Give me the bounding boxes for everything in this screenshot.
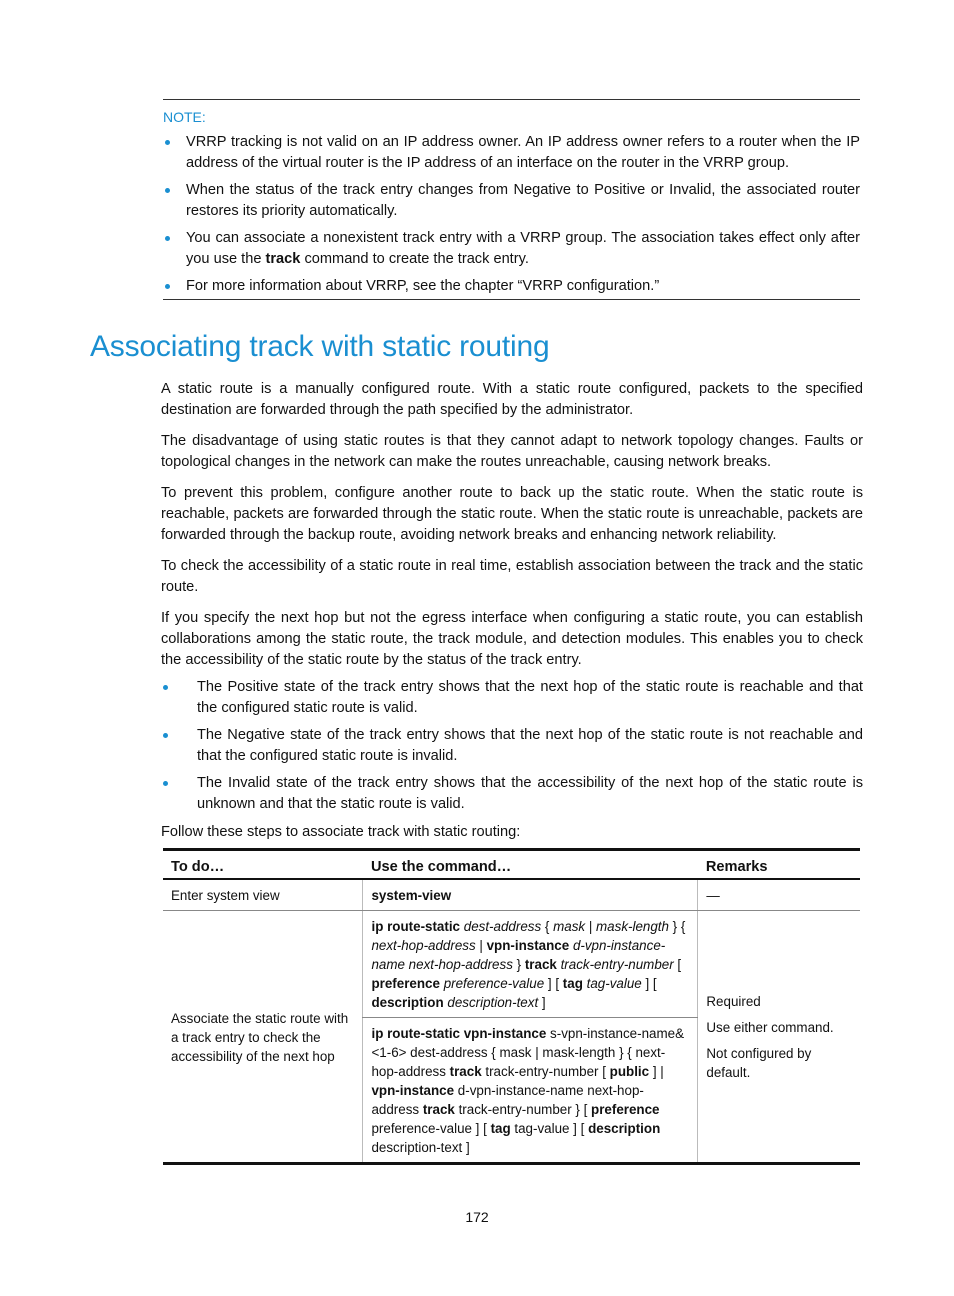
- cell-remarks: Required Use either command. Not configured by default.: [698, 911, 860, 1164]
- bullet-icon: [165, 140, 170, 145]
- bullet-icon: [163, 781, 168, 786]
- cell-todo: Associate the static route with a track entry to check the accessibility of the next hop: [163, 911, 363, 1164]
- command-keyword: tag: [562, 976, 583, 991]
- command-argument: mask: [553, 919, 586, 934]
- note-item: You can associate a nonexistent track entry with a VRRP group. The association takes effect only after you use the track command to create the track entry.: [163, 228, 860, 270]
- paragraph: To prevent this problem, configure another route to back up the static route. When the static route is reachable, packets are forwarded through the static route. When the static route is unreachable, packets are forwarded through the backup route, avoiding network breaks and enhancing network reliability.: [161, 485, 863, 543]
- command-text: |: [585, 919, 597, 934]
- command-text: } {: [668, 919, 686, 934]
- command-keyword: preference: [591, 1102, 660, 1117]
- command-argument: next-hop-address: [371, 938, 476, 953]
- command-keyword: description: [588, 1121, 661, 1136]
- bullet-icon: [165, 188, 170, 193]
- command-text: s-vpn-instance-name&<1-6> dest-address { mask | mask-length } { next-hop-address: [371, 1026, 685, 1079]
- paragraph: A static route is a manually configured route. With a static route configured, packets to the specified destination are forwarded through the path specified by the administrator.: [161, 381, 863, 418]
- command-argument: track-entry-number: [560, 957, 674, 972]
- command-text: }: [512, 957, 525, 972]
- command-keyword: vpn-instance: [486, 938, 570, 953]
- command-keyword: public: [609, 1064, 650, 1079]
- command-keyword: vpn-instance: [371, 1083, 455, 1098]
- command-text: tag-value ] [: [510, 1121, 589, 1136]
- command-text: ] [: [641, 976, 657, 991]
- cell-command: [363, 911, 698, 1018]
- paragraph: If you specify the next hop but not the egress interface when configuring a static route, you can establish collaborations among the static route, the track module, and detection modules. This enables you to check the accessibility of the static route by the status of the track entry.: [161, 610, 863, 668]
- bullet-icon: [165, 284, 170, 289]
- table-row: [163, 879, 860, 911]
- command-keyword: ip route-static: [371, 919, 461, 934]
- track-command: track: [265, 251, 301, 267]
- table-row: [163, 911, 860, 1018]
- command-text: ]: [538, 995, 546, 1010]
- bullet-icon: [165, 236, 170, 241]
- command-argument: dest-address: [463, 919, 542, 934]
- list-item: The Invalid state of the track entry shows that the accessibility of the next hop of the static route is unknown and that the static route is valid.: [161, 773, 863, 815]
- note-list: [163, 132, 860, 297]
- command-text: track-entry-number [: [481, 1064, 610, 1079]
- list-item: The Positive state of the track entry shows that the next hop of the static route is reachable and that the configured static route is valid.: [161, 677, 863, 719]
- section-title: Associating track with static routing: [90, 330, 550, 363]
- command-keyword: description: [371, 995, 444, 1010]
- paragraph: To check the accessibility of a static route in real time, establish association between the track and the static route.: [161, 558, 863, 595]
- command-text: track-entry-number } [: [454, 1102, 592, 1117]
- list-item: The Negative state of the track entry shows that the next hop of the static route is not reachable and that the configured static route is invalid.: [161, 725, 863, 767]
- command-keyword: tag: [490, 1121, 511, 1136]
- command-keyword: preference: [371, 976, 440, 991]
- command-keyword: track: [524, 957, 557, 972]
- header-remarks: Remarks: [698, 850, 860, 880]
- cell-remarks: —: [698, 879, 860, 911]
- paragraph: The disadvantage of using static routes is that they cannot adapt to network topology changes. Faults or topological changes in the network can make the routes unreachable, causing network breaks.: [161, 433, 863, 470]
- header-command: Use the command…: [363, 850, 698, 880]
- command-keyword: track: [449, 1064, 482, 1079]
- command-argument: description-text: [447, 995, 539, 1010]
- command-text: {: [541, 919, 554, 934]
- command-table: [163, 848, 860, 1165]
- steps-intro: Follow these steps to associate track with static routing:: [161, 824, 521, 840]
- command-argument: preference-value: [443, 976, 545, 991]
- command-keyword: track: [422, 1102, 455, 1117]
- section-body: [161, 379, 863, 853]
- note-box: [163, 99, 860, 300]
- note-item: VRRP tracking is not valid on an IP address owner. An IP address owner refers to a router when the IP address of the virtual router is the IP address of an interface on the router in the VRRP group.: [163, 132, 860, 174]
- command-keyword: ip route-static vpn-instance: [371, 1026, 547, 1041]
- bullet-icon: [163, 733, 168, 738]
- note-item: For more information about VRRP, see the chapter “VRRP configuration.”: [163, 276, 860, 297]
- cell-command: system-view: [363, 879, 698, 911]
- bullet-icon: [163, 685, 168, 690]
- command-argument: tag-value: [586, 976, 642, 991]
- cell-todo: Enter system view: [163, 879, 363, 911]
- state-list: [161, 677, 863, 815]
- command-argument: d-vpn-instance-name next-hop-address: [371, 938, 666, 972]
- command-text: [: [673, 957, 682, 972]
- command-syntax-1: [371, 919, 685, 1010]
- command-argument: mask-length: [596, 919, 669, 934]
- note-label: NOTE:: [163, 109, 206, 125]
- header-todo: To do…: [163, 850, 363, 880]
- note-item: When the status of the track entry changes from Negative to Positive or Invalid, the associated router restores its priority automatically.: [163, 180, 860, 222]
- table-header-row: [163, 850, 860, 880]
- command-text: ] [: [544, 976, 563, 991]
- command-text: description-text ]: [371, 1140, 470, 1155]
- command-text: ] |: [649, 1064, 664, 1079]
- command-syntax-2: [371, 1026, 684, 1155]
- command-text: preference-value ] [: [371, 1121, 491, 1136]
- page-number: 172: [465, 1209, 489, 1225]
- command-text: |: [475, 938, 487, 953]
- command-text: d-vpn-instance-name next-hop-address: [371, 1083, 644, 1117]
- cell-command: [363, 1018, 698, 1164]
